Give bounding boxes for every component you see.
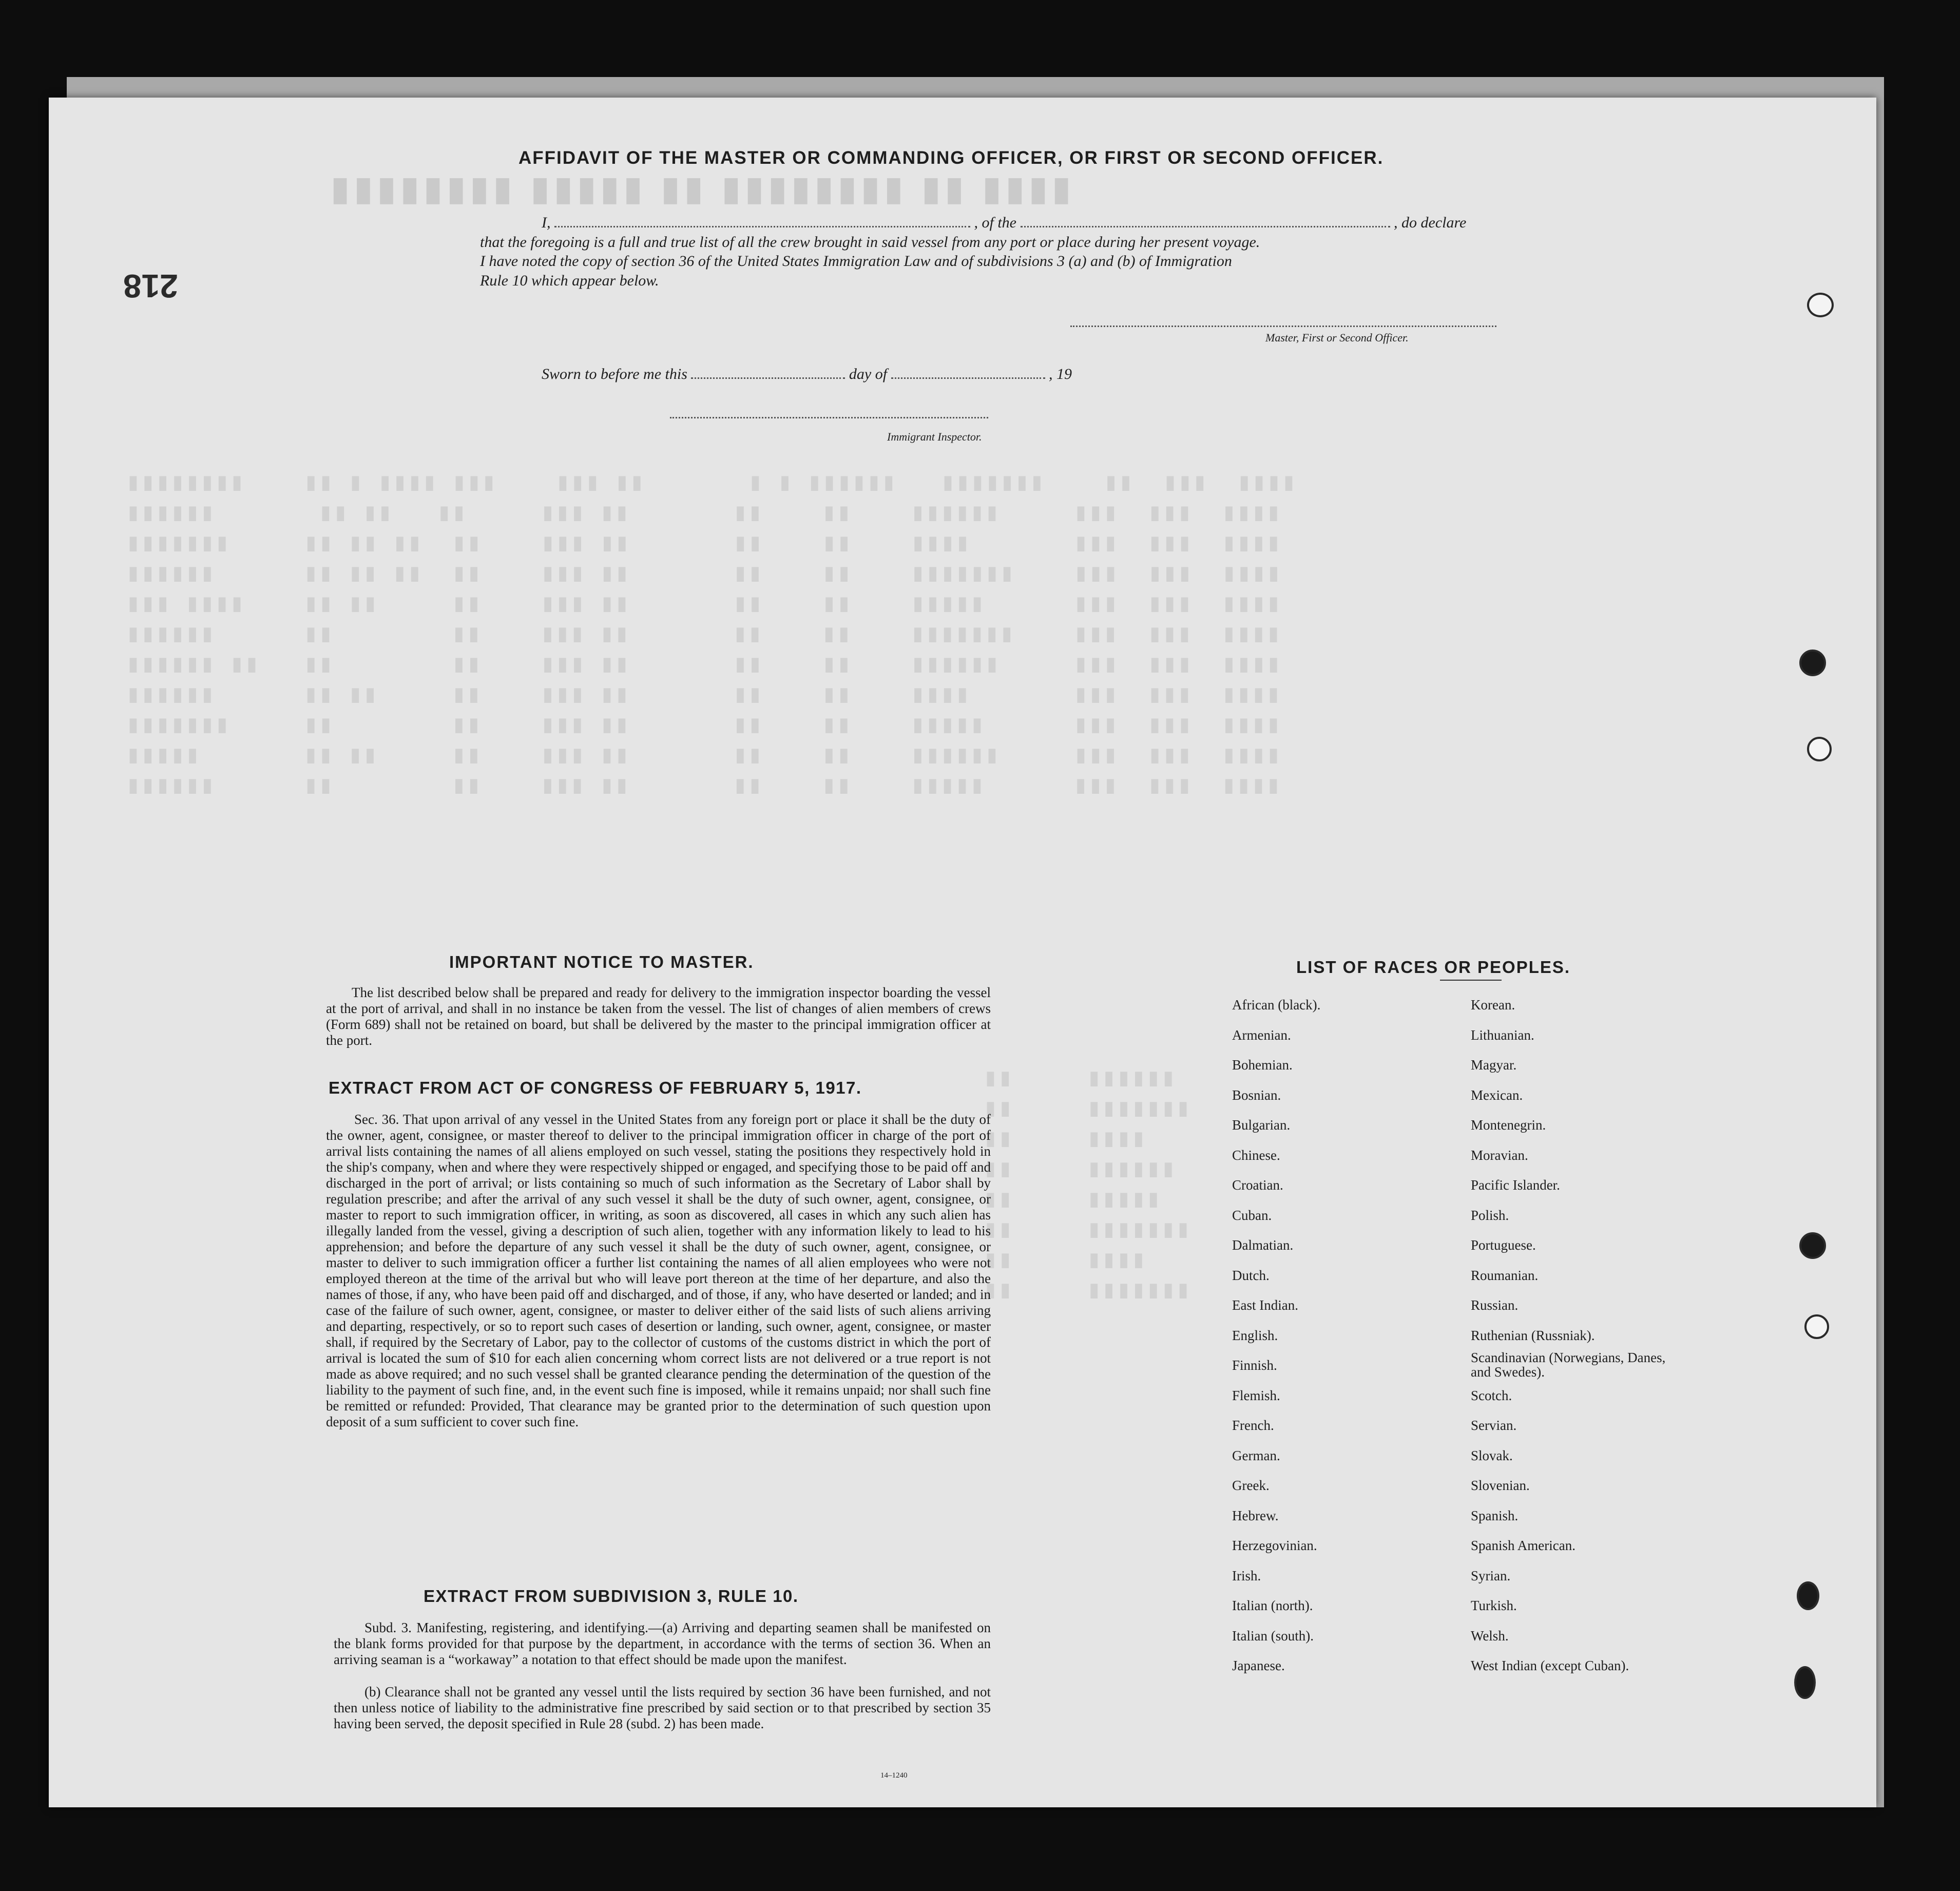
race-item: Hebrew. <box>1232 1507 1279 1523</box>
bleed-through-heading: ▮▮▮▮ ▮▮ ▮▮▮▮▮▮▮▮ ▮▮ ▮▮▮▮▮ ▮▮▮▮▮▮▮▮ <box>326 170 1071 207</box>
race-item: Herzegovinian. <box>1232 1538 1317 1553</box>
binder-hole <box>1799 650 1826 676</box>
race-item: Slovenian. <box>1471 1478 1530 1493</box>
race-item: Scotch. <box>1471 1387 1512 1403</box>
race-item: Syrian. <box>1471 1568 1511 1583</box>
rule-extract-para-a: Subd. 3. Manifesting, registering, and identifying.—(a) Arriving and departing seamen shall be manifested on the blank forms provided for that purpose by the department, in accordance with the terms of section 36. When an arriving seaman is a “workaway” a notation to that effect should be made upon the manifest. <box>334 1620 991 1667</box>
race-item: Ruthenian (Russniak). <box>1471 1327 1595 1343</box>
race-item: Bosnian. <box>1232 1087 1281 1103</box>
race-item: Lithuanian. <box>1471 1027 1534 1043</box>
bleed-through-rows: ▮▮▮▮▮▮▮▮ ▮▮ ▮ ▮▮▮▮ ▮▮▮ ▮▮▮ ▮▮ ▮ ▮ ▮▮▮▮▮▮ ▮▮▮▮▮▮▮ ▮▮ ▮▮▮ ▮▮▮▮ ▮▮▮▮▮▮ ▮▮ ▮▮ ▮▮ ▮▮▮ ▮▮ ▮▮ ▮▮ ▮▮▮▮▮▮ ▮▮▮ ▮▮▮ ▮▮▮▮ ▮▮▮▮▮▮▮ ▮▮ ▮▮ ▮▮ ▮▮ ▮▮▮ ▮▮ ▮▮ ▮▮ ▮▮▮▮ ▮▮▮ ▮▮▮ ▮▮▮▮ ▮▮▮▮▮▮ ▮▮ ▮▮ ▮▮ ▮▮ ▮▮▮ ▮▮ ▮▮ ▮▮ ▮▮▮▮▮▮▮ ▮▮▮ ▮▮▮ ▮▮▮▮ ▮▮▮ ▮▮▮▮ ▮▮ ▮▮ ▮▮ ▮▮▮ ▮▮ ▮▮ ▮▮ ▮▮▮▮▮ ▮▮▮ ▮▮▮ ▮▮▮▮ ▮▮▮▮▮▮ ▮▮ ▮▮ ▮▮▮ ▮▮ ▮▮ ▮▮ ▮▮▮▮▮▮▮ ▮▮▮ ▮▮▮ ▮▮▮▮ ▮▮▮▮▮▮ ▮▮ ▮▮ ▮▮ ▮▮▮ ▮▮ ▮▮ ▮▮ ▮▮▮▮▮▮ ▮▮▮ ▮▮▮ ▮▮▮▮ ▮▮▮▮▮▮ ▮▮ ▮▮ ▮▮ ▮▮▮ ▮▮ ▮▮ ▮▮ ▮▮▮▮ ▮▮▮ ▮▮▮ ▮▮▮▮ ▮▮▮▮▮▮▮ ▮▮ ▮▮ ▮▮▮ ▮▮ ▮▮ ▮▮ ▮▮▮▮▮ ▮▮▮ ▮▮▮ ▮▮▮▮ ▮▮▮▮▮ ▮▮ ▮▮ ▮▮ ▮▮▮ ▮▮ ▮▮ ▮▮ ▮▮▮▮▮▮ ▮▮▮ ▮▮▮ ▮▮▮▮ ▮▮▮▮▮▮ ▮▮ ▮▮ ▮▮▮ ▮▮ ▮▮ ▮▮ ▮▮▮▮▮ ▮▮▮ ▮▮▮ ▮▮▮▮ <box>126 470 1296 800</box>
race-item: English. <box>1232 1327 1278 1343</box>
race-item: Chinese. <box>1232 1147 1280 1163</box>
race-item: Dalmatian. <box>1232 1237 1294 1253</box>
binder-hole <box>1807 293 1834 317</box>
races-right-column <box>1471 997 1686 1688</box>
race-item: African (black). <box>1232 997 1321 1013</box>
race-item: Magyar. <box>1471 1057 1517 1073</box>
race-item: West Indian (except Cuban). <box>1471 1658 1629 1673</box>
race-item: Mexican. <box>1471 1087 1523 1103</box>
race-item: Spanish American. <box>1471 1538 1575 1553</box>
rule-extract-title: EXTRACT FROM SUBDIVISION 3, RULE 10. <box>424 1587 799 1606</box>
race-item: Italian (north). <box>1232 1598 1313 1613</box>
race-item: East Indian. <box>1232 1297 1298 1313</box>
master-signature-label: Master, First or Second Officer. <box>1265 331 1409 344</box>
year-label: , 19 <box>1049 366 1072 383</box>
binder-hole <box>1804 1314 1829 1339</box>
race-item: Bohemian. <box>1232 1057 1293 1073</box>
affidavit-line-3: I have noted the copy of section 36 of the United States Immigration Law and of subdivisions 3 (a) and (b) of Immigration <box>480 253 1232 270</box>
race-item: Flemish. <box>1232 1387 1280 1403</box>
race-item: Greek. <box>1232 1478 1270 1493</box>
inspector-signature-line[interactable] <box>670 417 988 418</box>
race-item: Bulgarian. <box>1232 1117 1291 1133</box>
race-item: Italian (south). <box>1232 1628 1314 1644</box>
sworn-label: Sworn to before me this <box>542 366 687 383</box>
race-item: Turkish. <box>1471 1598 1517 1613</box>
binder-hole <box>1807 737 1832 761</box>
affidavit-i-label: I, <box>542 214 551 231</box>
races-list-title: LIST OF RACES OR PEOPLES. <box>1296 958 1571 977</box>
race-item: German. <box>1232 1447 1280 1463</box>
race-item: Pacific Islander. <box>1471 1177 1560 1193</box>
race-item: Montenegrin. <box>1471 1117 1546 1133</box>
bleed-through-rows-lower: ▮▮ ▮▮▮▮▮▮ ▮▮ ▮▮▮▮▮▮▮ ▮▮ ▮▮▮▮ ▮▮ ▮▮▮▮▮▮ ▮▮ ▮▮▮▮▮ ▮▮ ▮▮▮▮▮▮▮ ▮▮ ▮▮▮▮ ▮▮ ▮▮▮▮▮▮▮ <box>983 1065 1191 1305</box>
affidavit-of-the-label: , of the <box>974 214 1016 231</box>
affidavit-line-1 <box>542 214 1466 232</box>
act-extract-title: EXTRACT FROM ACT OF CONGRESS OF FEBRUARY 5, 1917. <box>329 1078 862 1097</box>
race-item: Roumanian. <box>1471 1267 1539 1283</box>
stray-number-mark: 218 <box>123 268 178 304</box>
sworn-day-field[interactable] <box>691 377 845 379</box>
race-item: Scandinavian (Norwegians, Danes, and Swedes). <box>1471 1350 1666 1380</box>
binder-hole <box>1794 1666 1816 1699</box>
manifest-page <box>49 98 1876 1807</box>
races-left-column <box>1232 997 1320 1688</box>
inspector-signature-label: Immigrant Inspector. <box>887 430 982 443</box>
officer-name-field[interactable] <box>554 226 970 227</box>
master-signature-line[interactable] <box>1070 326 1496 327</box>
affidavit-line-4: Rule 10 which appear below. <box>480 272 659 289</box>
important-notice-title: IMPORTANT NOTICE TO MASTER. <box>449 952 754 971</box>
race-item: Dutch. <box>1232 1267 1270 1283</box>
race-item: Welsh. <box>1471 1628 1509 1644</box>
rule-extract-para-b: (b) Clearance shall not be granted any vessel until the lists required by section 36 have been furnished, and not then unless notice of liability to the administrative fine prescribed by said section or to that prescribed by section 35 having been served, the deposit specified in Rule 28 (subd. 2) has been made. <box>334 1684 991 1731</box>
race-item: Spanish. <box>1471 1507 1519 1523</box>
race-item: Irish. <box>1232 1568 1261 1583</box>
race-item: Croatian. <box>1232 1177 1283 1193</box>
sworn-line <box>542 366 1072 383</box>
race-item: Armenian. <box>1232 1027 1291 1043</box>
affidavit-line-2: that the foregoing is a full and true list of all the crew brought in said vessel from any port or place during her present voyage. <box>480 234 1260 251</box>
act-extract-text: Sec. 36. That upon arrival of any vessel in the United States from any foreign port or place it shall be the duty of the owner, agent, consignee, or master thereof to deliver to the principal immigration officer in charge of the port of arrival lists containing the names of all aliens employed on such vessel, stating the positions they respectively hold in the ship's company, when and where they were respectively shipped or engaged, and specifying those to be paid off and discharged in the port of arrival; or lists containing so much of such information as the Secretary of Labor shall by regulation prescribe; and after the arrival of any such vessel it shall be the duty of such owner, agent, consignee, or master to report to such immigration officer, in writing, as soon as discovered, all cases in which any such alien has illegally landed from the vessel, giving a description of such alien, together with any information likely to lead to his apprehension; and before the departure of any such vessel it shall be the duty of such owner, agent, consignee, or master to deliver to such immigration officer a further list containing the names of all alien employees who were not employed thereon at the time of the arrival but who will leave port thereon at the time of her departure, and also the names of those, if any, who have been paid off and discharged, and of those, if any, who have deserted or landed; and in case of the failure of such owner, agent, consignee, or master to deliver either of the said lists of such aliens arriving and departing, respectively, or so to report such cases of desertion or landing, such owner, agent, consignee, or master shall, if required by the Secretary of Labor, pay to the collector of customs of the customs district in which the port of arrival is located the sum of $10 for each alien concerning whom correct lists are not delivered or a true report is not made as above required; and no such vessel shall be granted clearance pending the determination of the question of the liability to the payment of such fine, and, in the event such fine is imposed, while it remains unpaid; nor shall such fine be remitted or refunded: Provided, That clearance may be granted prior to the determination of such question upon deposit of a sum sufficient to cover such fine. <box>326 1112 991 1429</box>
important-notice-text: The list described below shall be prepared and ready for delivery to the immigration inspector boarding the vessel at the port of arrival, and shall in no instance be taken from the vessel. The list of changes of alien members of crews (Form 689) shall not be retained on board, but shall be delivered by the master to the principal immigration officer at the port. <box>326 985 991 1048</box>
sworn-month-field[interactable] <box>891 377 1045 379</box>
race-item: Slovak. <box>1471 1447 1513 1463</box>
race-item: Finnish. <box>1232 1358 1277 1373</box>
form-number: 14–1240 <box>880 1771 908 1780</box>
binder-hole <box>1797 1581 1819 1610</box>
race-item: French. <box>1232 1418 1274 1433</box>
day-of-label: day of <box>849 366 888 383</box>
race-item: Japanese. <box>1232 1658 1285 1673</box>
vessel-name-field[interactable] <box>1021 226 1390 227</box>
race-item: Polish. <box>1471 1207 1509 1223</box>
affidavit-do-declare: , do declare <box>1394 214 1467 231</box>
affidavit-title: AFFIDAVIT OF THE MASTER OR COMMANDING OFFICER, OR FIRST OR SECOND OFFICER. <box>518 148 1384 168</box>
race-item: Cuban. <box>1232 1207 1272 1223</box>
race-item: Russian. <box>1471 1297 1519 1313</box>
race-item: Portuguese. <box>1471 1237 1536 1253</box>
race-item: Moravian. <box>1471 1147 1528 1163</box>
binder-hole <box>1799 1232 1826 1259</box>
races-title-rule <box>1440 980 1502 981</box>
race-item: Korean. <box>1471 997 1515 1013</box>
race-item: Servian. <box>1471 1418 1517 1433</box>
